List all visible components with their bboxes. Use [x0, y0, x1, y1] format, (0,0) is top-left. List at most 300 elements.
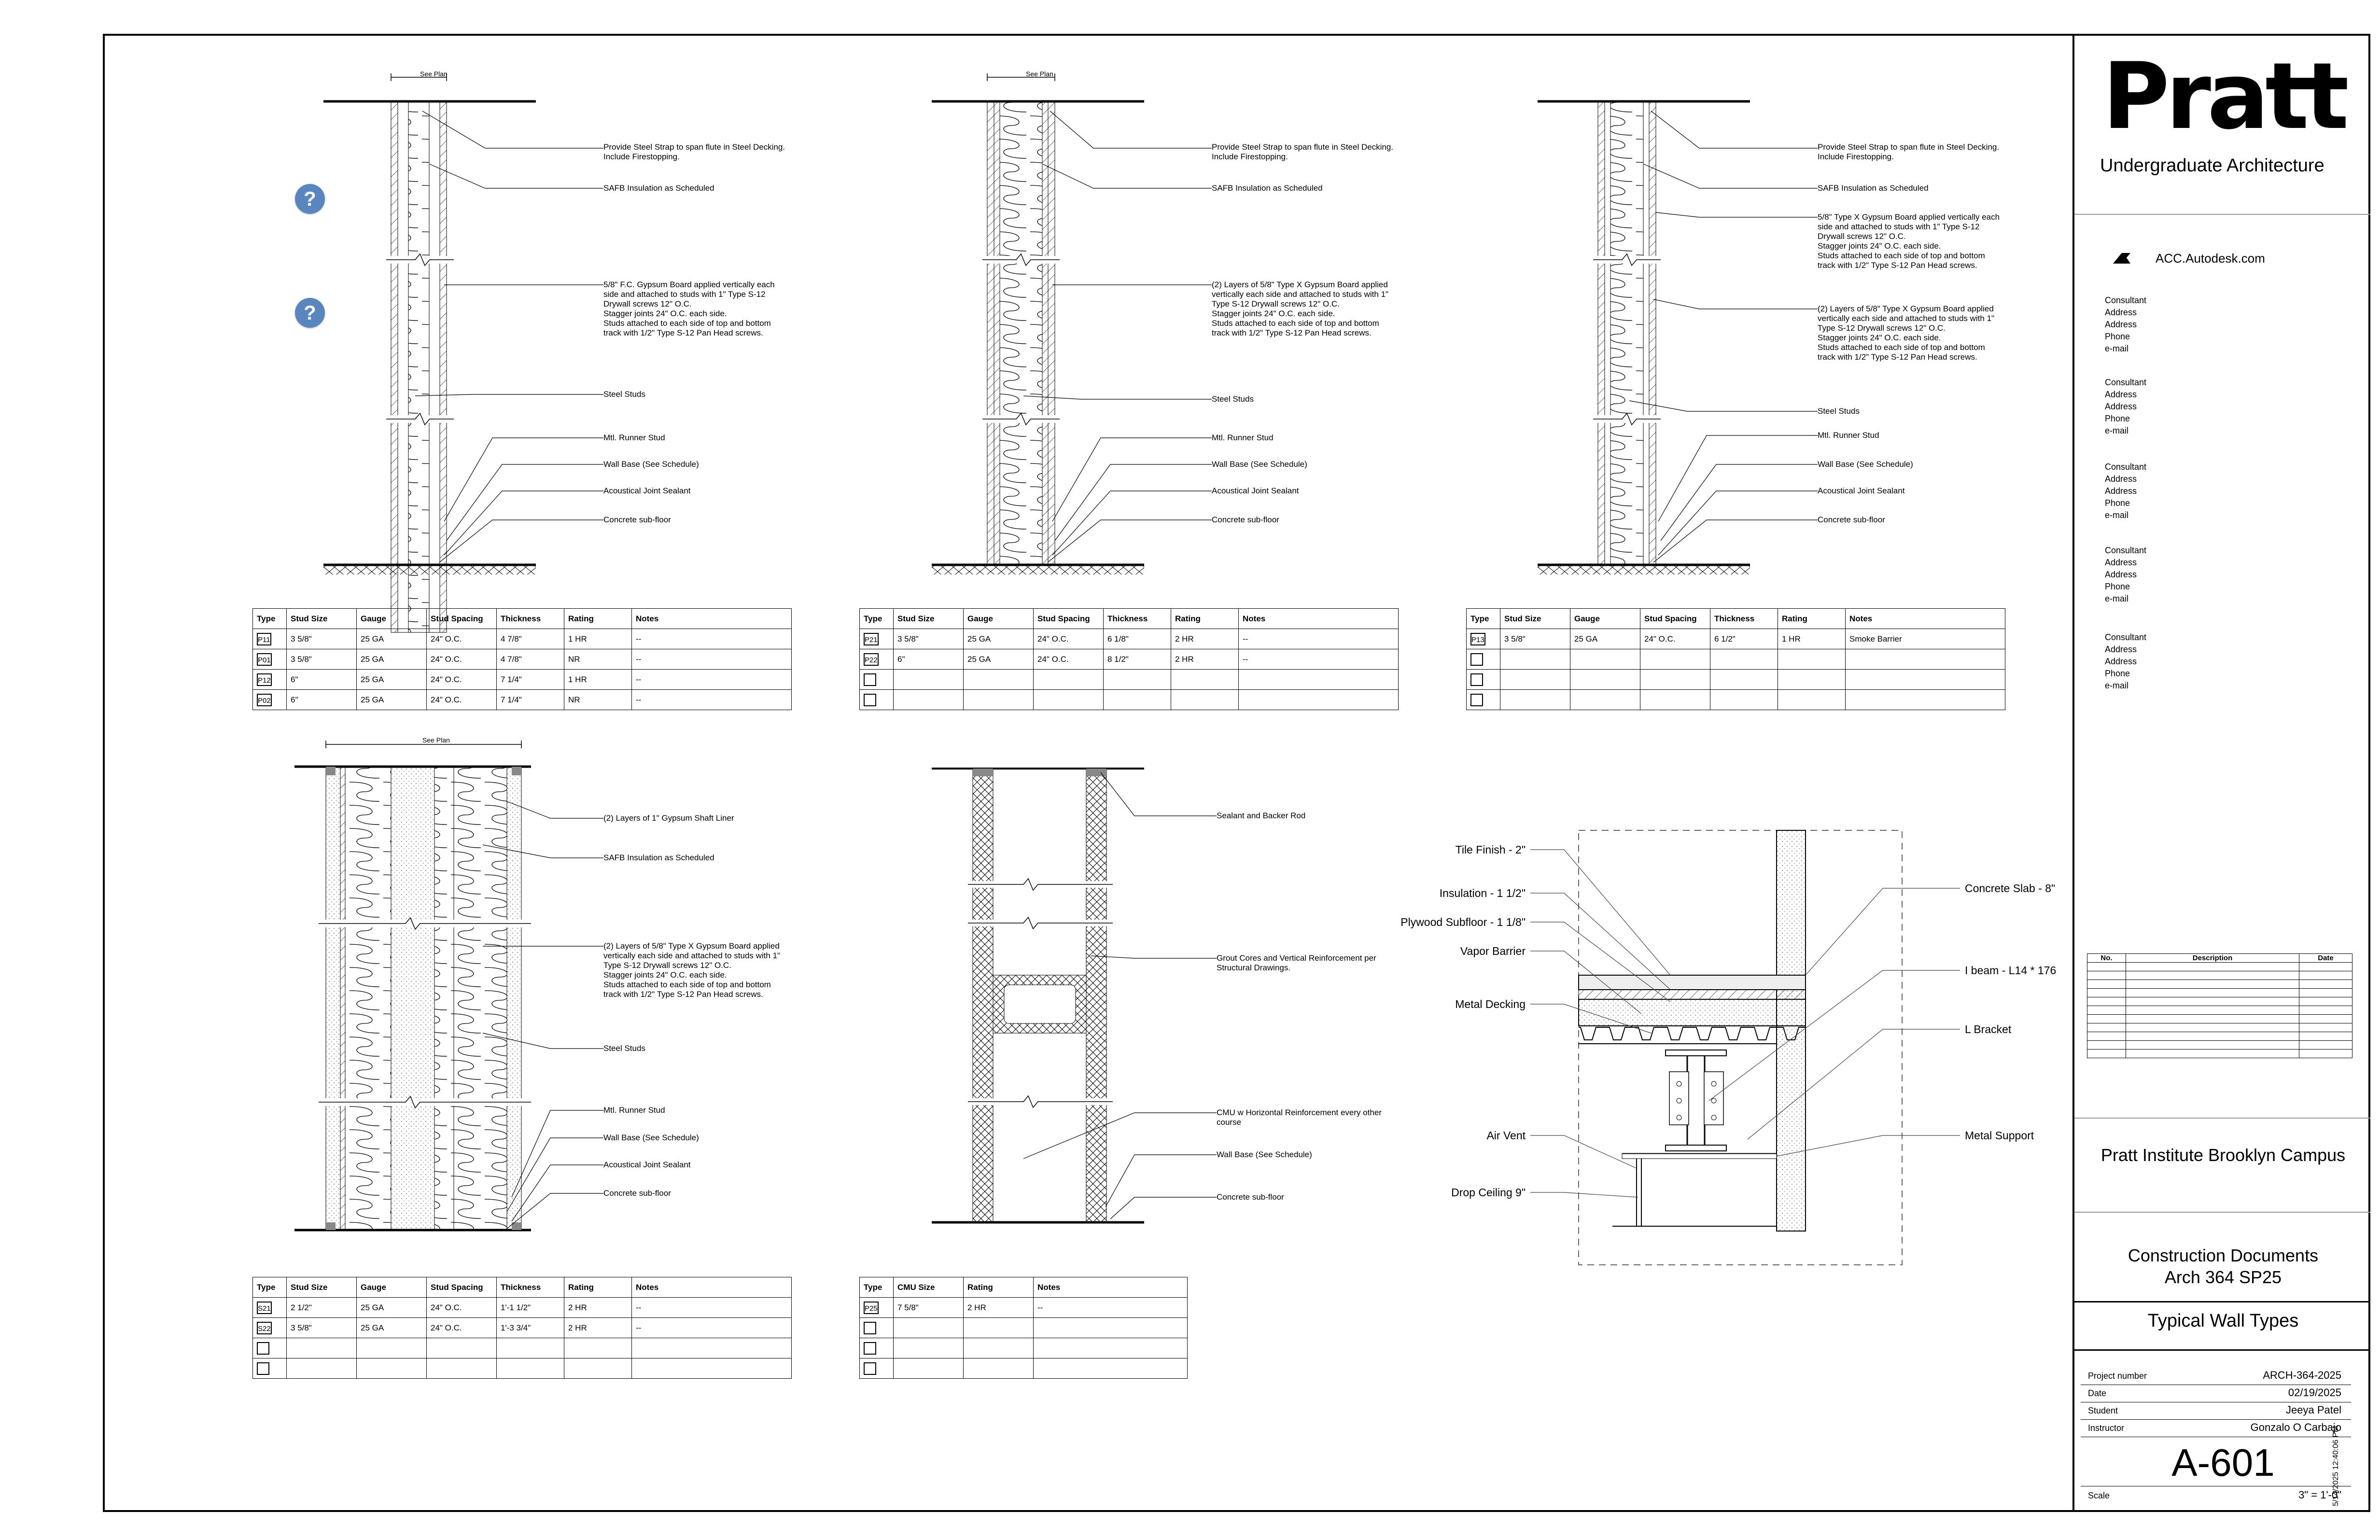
- col-header: Thickness: [1710, 609, 1778, 629]
- consultant-email: e-mail: [2105, 426, 2129, 435]
- cell: [1239, 690, 1399, 710]
- cell: [964, 1338, 1034, 1358]
- table-row: [1467, 670, 2005, 690]
- col-header: Notes: [1846, 609, 2005, 629]
- label-concrete-slab: Concrete Slab - 8": [1965, 882, 2056, 895]
- col-header: Notes: [1239, 609, 1399, 629]
- wall-type-tag[interactable]: [864, 694, 876, 706]
- wall-type-table-3: [1466, 608, 2005, 710]
- cell: NR: [564, 690, 632, 710]
- col-header: Stud Size: [287, 1277, 357, 1298]
- cell: 1 HR: [1778, 629, 1846, 649]
- rev-col-header: Description: [2126, 954, 2299, 963]
- col-header: Rating: [564, 1277, 632, 1298]
- note: SAFB Insulation as Scheduled: [1818, 183, 1929, 193]
- cell: 2 HR: [1171, 649, 1239, 670]
- cell: 25 GA: [357, 670, 427, 690]
- consultant-email: e-mail: [2105, 344, 2129, 353]
- cell: [497, 1358, 564, 1379]
- cell: 24" O.C.: [427, 670, 497, 690]
- consultant-email: e-mail: [2105, 594, 2129, 603]
- note: Mtl. Runner Stud: [603, 1106, 665, 1115]
- note: Wall Base (See Schedule): [1818, 460, 1913, 469]
- cell: 1 HR: [564, 670, 632, 690]
- note: Wall Base (See Schedule): [1217, 1150, 1312, 1159]
- label-l-bracket: L Bracket: [1965, 1023, 2012, 1036]
- date-value: 02/19/2025: [2288, 1386, 2341, 1399]
- label-metal-support: Metal Support: [1965, 1129, 2034, 1142]
- note: Mtl. Runner Stud: [1818, 431, 1879, 440]
- cell: 2 1/2": [287, 1298, 357, 1318]
- table-row: [860, 629, 1399, 649]
- student-label: Student: [2088, 1406, 2118, 1415]
- col-header: Stud Size: [894, 609, 964, 629]
- consultant-address: Address: [2105, 320, 2137, 329]
- cell: [1570, 649, 1640, 670]
- col-header: Type: [1467, 609, 1500, 629]
- cell: [964, 670, 1034, 690]
- col-header: Stud Spacing: [1034, 609, 1104, 629]
- table-row: [253, 629, 792, 649]
- cell: 6 1/8": [1104, 629, 1171, 649]
- note: Acoustical Joint Sealant: [603, 486, 691, 495]
- cell: 1 HR: [564, 629, 632, 649]
- revision-row: [2087, 1006, 2352, 1015]
- cell: 6": [894, 649, 964, 670]
- wall-type-table-4: [252, 1277, 792, 1379]
- cell: [894, 1318, 964, 1338]
- cell: [357, 1338, 427, 1358]
- revision-row: [2087, 1050, 2352, 1058]
- cell: [1846, 690, 2005, 710]
- note: Provide Steel Strap to span flute in Steel Decking. Include Firestopping.: [603, 142, 785, 161]
- wall-type-tag[interactable]: [1470, 694, 1483, 706]
- note: (2) Layers of 5/8" Type X Gypsum Board applied vertically each side and attached to studs with 1" Type S-12 Drywall screws 12" O.C. Stagger joints 24" O.C. each side. Studs attached to each side of top and bottom track with 1/2" Type S-12 Pan Head screws.: [1818, 304, 1995, 362]
- project-number-label: Project number: [2088, 1371, 2147, 1381]
- wall-detail-4: [280, 734, 811, 1246]
- cell: 25 GA: [1570, 629, 1640, 649]
- note: Concrete sub-floor: [603, 515, 671, 524]
- cell: [1640, 670, 1710, 690]
- cell: 25 GA: [964, 649, 1034, 670]
- note: Acoustical Joint Sealant: [1818, 486, 1905, 495]
- table-row: [1467, 629, 2005, 649]
- cell: 24" O.C.: [427, 690, 497, 710]
- note: Concrete sub-floor: [1818, 515, 1885, 524]
- note: Provide Steel Strap to span flute in Steel Decking. Include Firestopping.: [1212, 142, 1394, 161]
- table-row: [860, 670, 1399, 690]
- consultant-name: Consultant: [2105, 546, 2147, 555]
- note: Mtl. Runner Stud: [603, 433, 665, 442]
- cell: [1104, 690, 1171, 710]
- consultant-address: Address: [2105, 570, 2137, 579]
- title-block-rule: [2074, 1301, 2370, 1302]
- scale-value: 3" = 1'-0": [2298, 1489, 2341, 1501]
- cell: [632, 1338, 792, 1358]
- col-header: Rating: [564, 609, 632, 629]
- cell: 25 GA: [357, 629, 427, 649]
- cell: 24" O.C.: [1640, 629, 1710, 649]
- cell: [1500, 670, 1570, 690]
- title-block-rule: [2074, 1212, 2370, 1213]
- cell: 24" O.C.: [1034, 629, 1104, 649]
- cell: [1034, 1338, 1188, 1358]
- cell: [1034, 1318, 1188, 1338]
- cell: --: [1239, 629, 1399, 649]
- revision-row: [2087, 971, 2352, 980]
- cell: [497, 1338, 564, 1358]
- note: Steel Studs: [603, 1044, 645, 1053]
- cell: [1778, 649, 1846, 670]
- col-header: Stud Spacing: [427, 1277, 497, 1298]
- consultant-block: [2105, 631, 2146, 692]
- cell: [1640, 649, 1710, 670]
- title-block-rule: [2074, 214, 2370, 215]
- note: Wall Base (See Schedule): [1212, 460, 1307, 469]
- note: Acoustical Joint Sealant: [1212, 486, 1299, 495]
- label-i-beam: I beam - L14 * 176: [1965, 964, 2057, 977]
- cell: 6": [287, 670, 357, 690]
- col-header: Type: [860, 609, 894, 629]
- note: (2) Layers of 5/8" Type X Gypsum Board applied vertically each side and attached to studs with 1" Type S-12 Drywall screws 12" O.C. Stagger joints 24" O.C. each side. Studs attached to each side of top and bottom track with 1/2" Type S-12 Pan Head screws.: [603, 941, 781, 999]
- label-air-vent: Air Vent: [1486, 1129, 1526, 1142]
- cell: [964, 1318, 1034, 1338]
- date-label: Date: [2088, 1388, 2107, 1398]
- cell: 24" O.C.: [427, 1318, 497, 1338]
- cell: --: [632, 649, 792, 670]
- see-plan-label: See Plan: [1026, 70, 1053, 78]
- cell: [1640, 690, 1710, 710]
- wall-sections: [391, 101, 447, 632]
- cell: 8 1/2": [1104, 649, 1171, 670]
- instructor-label: Instructor: [2088, 1423, 2125, 1433]
- cell: 3 5/8": [287, 1318, 357, 1338]
- col-header: Notes: [632, 1277, 792, 1298]
- wall-type-table-5: [859, 1277, 1188, 1379]
- cell: [1171, 690, 1239, 710]
- note: CMU w Horizontal Reinforcement every other course: [1217, 1108, 1382, 1127]
- cell: [287, 1338, 357, 1358]
- note: (2) Layers of 1" Gypsum Shaft Liner: [603, 813, 734, 823]
- wall-detail-3: [1533, 68, 2000, 589]
- cell: 24" O.C.: [427, 629, 497, 649]
- col-header: Rating: [1171, 609, 1239, 629]
- note: Concrete sub-floor: [603, 1189, 671, 1198]
- revision-table: [2087, 953, 2352, 1058]
- cell: 4 7/8": [497, 629, 564, 649]
- see-plan-label: See Plan: [420, 70, 448, 78]
- col-header: CMU Size: [894, 1277, 964, 1298]
- revision-row: [2087, 1023, 2352, 1032]
- revision-row: [2087, 989, 2352, 997]
- table-row: [860, 1358, 1188, 1379]
- col-header: Thickness: [497, 1277, 564, 1298]
- cell: [1570, 690, 1640, 710]
- table-row: [253, 1298, 792, 1318]
- cell: [1034, 670, 1104, 690]
- consultant-name: Consultant: [2105, 295, 2147, 305]
- cell: [894, 1358, 964, 1379]
- col-header: Thickness: [497, 609, 564, 629]
- consultant-phone: Phone: [2105, 669, 2130, 678]
- label-plywood-subfloor: Plywood Subfloor - 1 1/8": [1400, 916, 1526, 928]
- consultant-address: Address: [2105, 558, 2137, 567]
- label-insulation: Insulation - 1 1/2": [1439, 887, 1526, 899]
- wall-type-tag[interactable]: S22: [257, 1322, 272, 1334]
- cell: [1710, 670, 1778, 690]
- wall-type-tag[interactable]: [864, 1342, 876, 1355]
- title-block-rule: [2081, 1419, 2351, 1420]
- consultant-phone: Phone: [2105, 498, 2130, 508]
- cell: [1239, 670, 1399, 690]
- wall-type-tag[interactable]: P13: [1470, 633, 1485, 645]
- table-row: [253, 670, 792, 690]
- help-icon[interactable]: ?: [295, 184, 325, 214]
- wall-type-tag[interactable]: P02: [257, 694, 272, 706]
- note: Steel Studs: [603, 390, 645, 399]
- slab-section-detail: [1400, 763, 2076, 1342]
- cell: 2 HR: [964, 1298, 1034, 1318]
- autodesk-icon: [2112, 251, 2131, 266]
- rev-col-header: No.: [2087, 954, 2126, 963]
- cell: [894, 1338, 964, 1358]
- pratt-logo: Pratt: [2102, 43, 2345, 150]
- rev-col-header: Date: [2299, 954, 2352, 963]
- cell: [894, 670, 964, 690]
- cell: [1500, 649, 1570, 670]
- revision-row: [2087, 997, 2352, 1006]
- label-vapor-barrier: Vapor Barrier: [1460, 945, 1526, 957]
- consultant-address: Address: [2105, 657, 2137, 666]
- table-row: [253, 649, 792, 670]
- table-row: [860, 690, 1399, 710]
- school-subtitle: Undergraduate Architecture: [2100, 155, 2324, 176]
- consultant-address: Address: [2105, 402, 2137, 411]
- cell: 7 1/4": [497, 690, 564, 710]
- cell: Smoke Barrier: [1846, 629, 2005, 649]
- cell: 24" O.C.: [1034, 649, 1104, 670]
- cell: --: [632, 670, 792, 690]
- col-header: Type: [860, 1277, 894, 1298]
- table-row: [253, 1358, 792, 1379]
- cell: [1171, 670, 1239, 690]
- title-block-rule: [2074, 1118, 2370, 1119]
- col-header: Stud Size: [287, 609, 357, 629]
- cell: 25 GA: [357, 649, 427, 670]
- note: Wall Base (See Schedule): [603, 460, 699, 469]
- cell: 24" O.C.: [427, 649, 497, 670]
- col-header: Stud Size: [1500, 609, 1570, 629]
- note: Steel Studs: [1212, 394, 1254, 404]
- col-header: Stud Spacing: [1640, 609, 1710, 629]
- table-row: [860, 1318, 1188, 1338]
- note: (2) Layers of 5/8" Type X Gypsum Board applied vertically each side and attached to studs with 1" Type S-12 Drywall screws 12" O.C. Stagger joints 24" O.C. each side. Studs attached to each side of top and bottom track with 1/2" Type S-12 Pan Head screws.: [1212, 280, 1389, 337]
- consultant-block: [2105, 377, 2146, 437]
- cell: [1710, 690, 1778, 710]
- cell: 3 5/8": [287, 629, 357, 649]
- scale-label: Scale: [2088, 1491, 2110, 1500]
- wall-type-tag[interactable]: [1470, 653, 1483, 666]
- consultant-phone: Phone: [2105, 414, 2130, 423]
- consultant-block: [2105, 461, 2146, 521]
- col-header: Thickness: [1104, 609, 1171, 629]
- col-header: Stud Spacing: [427, 609, 497, 629]
- see-plan-label: See Plan: [422, 736, 450, 744]
- note: Sealant and Backer Rod: [1217, 811, 1306, 820]
- wall-type-tag[interactable]: [257, 1342, 269, 1355]
- wall-type-tag[interactable]: [257, 1362, 269, 1375]
- cell: --: [632, 690, 792, 710]
- col-header: Gauge: [357, 1277, 427, 1298]
- cell: --: [632, 1318, 792, 1338]
- note: Wall Base (See Schedule): [603, 1133, 699, 1142]
- label-metal-decking: Metal Decking: [1455, 998, 1526, 1010]
- table-row: [1467, 649, 2005, 670]
- wall-type-tag[interactable]: P01: [257, 653, 272, 666]
- wall-type-table-2: [859, 608, 1399, 710]
- wall-type-tag[interactable]: S21: [257, 1302, 272, 1314]
- wall-type-tag[interactable]: [1470, 673, 1483, 686]
- cell: [1034, 1358, 1188, 1379]
- doc-set-name: Construction Documents: [2128, 1246, 2319, 1265]
- consultant-name: Consultant: [2105, 632, 2147, 642]
- col-header: Notes: [1034, 1277, 1188, 1298]
- label-tile-finish: Tile Finish - 2": [1455, 843, 1526, 856]
- consultant-name: Consultant: [2105, 462, 2147, 472]
- cell: --: [1034, 1298, 1188, 1318]
- wall-type-tag[interactable]: [864, 673, 876, 686]
- cell: [1778, 690, 1846, 710]
- cell: --: [1239, 649, 1399, 670]
- revision-row: [2087, 963, 2352, 971]
- consultant-address: Address: [2105, 308, 2137, 317]
- institution-name: Pratt Institute Brooklyn Campus: [2100, 1145, 2346, 1165]
- wall-type-tag[interactable]: P12: [257, 673, 272, 686]
- note: Mtl. Runner Stud: [1212, 433, 1274, 442]
- cell: [1570, 670, 1640, 690]
- note: SAFB Insulation as Scheduled: [603, 853, 714, 862]
- wall-detail-5: [927, 763, 1410, 1246]
- revision-row: [2087, 1032, 2352, 1041]
- cell: [964, 1358, 1034, 1379]
- table-row: [253, 1318, 792, 1338]
- wall-type-tag[interactable]: [864, 1362, 876, 1375]
- table-row: [253, 1338, 792, 1358]
- cell: 6 1/2": [1710, 629, 1778, 649]
- cell: [1778, 670, 1846, 690]
- wall-type-tag[interactable]: P22: [864, 653, 879, 666]
- cell: [1846, 649, 2005, 670]
- note: Concrete sub-floor: [1212, 515, 1279, 524]
- wall-detail-1: [319, 68, 785, 589]
- cell: [287, 1358, 357, 1379]
- cell: 2 HR: [1171, 629, 1239, 649]
- table-row: [860, 649, 1399, 670]
- project-number: ARCH-364-2025: [2263, 1369, 2341, 1381]
- cell: NR: [564, 649, 632, 670]
- consultant-email: e-mail: [2105, 681, 2129, 690]
- wall-type-table-1: [252, 608, 792, 710]
- wall-type-tag[interactable]: [864, 1322, 876, 1334]
- course-name: Arch 364 SP25: [2164, 1267, 2282, 1287]
- cell: [632, 1358, 792, 1379]
- table-row: [860, 1338, 1188, 1358]
- cell: [564, 1338, 632, 1358]
- table-row: [253, 690, 792, 710]
- wall-type-tag[interactable]: P21: [864, 633, 879, 645]
- note: Steel Studs: [1818, 406, 1860, 416]
- cell: [894, 690, 964, 710]
- consultant-phone: Phone: [2105, 582, 2130, 591]
- help-icon[interactable]: ?: [295, 298, 325, 328]
- acc-link[interactable]: ACC.Autodesk.com: [2156, 251, 2265, 266]
- col-header: Notes: [632, 609, 792, 629]
- col-header: Type: [253, 1277, 287, 1298]
- col-header: Gauge: [1570, 609, 1640, 629]
- col-header: Type: [253, 609, 287, 629]
- col-header: Gauge: [964, 609, 1034, 629]
- cell: --: [632, 1298, 792, 1318]
- consultant-email: e-mail: [2105, 510, 2129, 520]
- consultant-name: Consultant: [2105, 378, 2147, 387]
- cell: 24" O.C.: [427, 1298, 497, 1318]
- cell: 25 GA: [357, 1318, 427, 1338]
- cell: 4 7/8": [497, 649, 564, 670]
- note: SAFB Insulation as Scheduled: [603, 183, 714, 193]
- cell: 3 5/8": [1500, 629, 1570, 649]
- cell: 1'-1 1/2": [497, 1298, 564, 1318]
- cell: 2 HR: [564, 1318, 632, 1338]
- consultant-block: [2105, 545, 2146, 605]
- col-header: Gauge: [357, 609, 427, 629]
- cell: [1104, 670, 1171, 690]
- table-row: [1467, 690, 2005, 710]
- cell: 7 5/8": [894, 1298, 964, 1318]
- wall-type-tag[interactable]: P11: [257, 633, 271, 645]
- note: 5/8" F.C. Gypsum Board applied vertically each side and attached to studs with 1" Type S-12 Drywall screws 12" O.C. Stagger joints 24" O.C. each side. Studs attached to each side of top and bottom track with 1/2" Type S-12 Pan Head screws.: [603, 280, 775, 337]
- cell: --: [632, 629, 792, 649]
- revision-row: [2087, 1041, 2352, 1050]
- cell: 3 5/8": [287, 649, 357, 670]
- sheet-number: A-601: [2171, 1441, 2275, 1484]
- note: Acoustical Joint Sealant: [603, 1160, 691, 1169]
- table-row: [860, 1298, 1188, 1318]
- note: Provide Steel Strap to span flute in Steel Decking. Include Firestopping.: [1818, 142, 2000, 161]
- cell: 25 GA: [964, 629, 1034, 649]
- cell: [1846, 670, 2005, 690]
- print-timestamp: 5/14/2025 12:40:06 PM: [2332, 1426, 2340, 1506]
- cell: [964, 690, 1034, 710]
- cell: [427, 1358, 497, 1379]
- label-drop-ceiling: Drop Ceiling 9": [1451, 1186, 1526, 1199]
- consultant-phone: Phone: [2105, 332, 2130, 341]
- cell: [564, 1358, 632, 1379]
- note: Grout Cores and Vertical Reinforcement per Structural Drawings.: [1217, 953, 1376, 972]
- consultant-block: [2105, 294, 2146, 355]
- cell: 25 GA: [357, 690, 427, 710]
- cell: [1500, 690, 1570, 710]
- sheet-title: Typical Wall Types: [2147, 1311, 2299, 1331]
- note: Concrete sub-floor: [1217, 1192, 1284, 1202]
- consultant-address: Address: [2105, 474, 2137, 484]
- cell: [357, 1358, 427, 1379]
- col-header: Rating: [1778, 609, 1846, 629]
- wall-type-tag[interactable]: P25: [864, 1302, 879, 1314]
- wall-detail-2: [927, 68, 1394, 589]
- note: SAFB Insulation as Scheduled: [1212, 183, 1323, 193]
- cell: [1710, 649, 1778, 670]
- revision-row: [2087, 980, 2352, 989]
